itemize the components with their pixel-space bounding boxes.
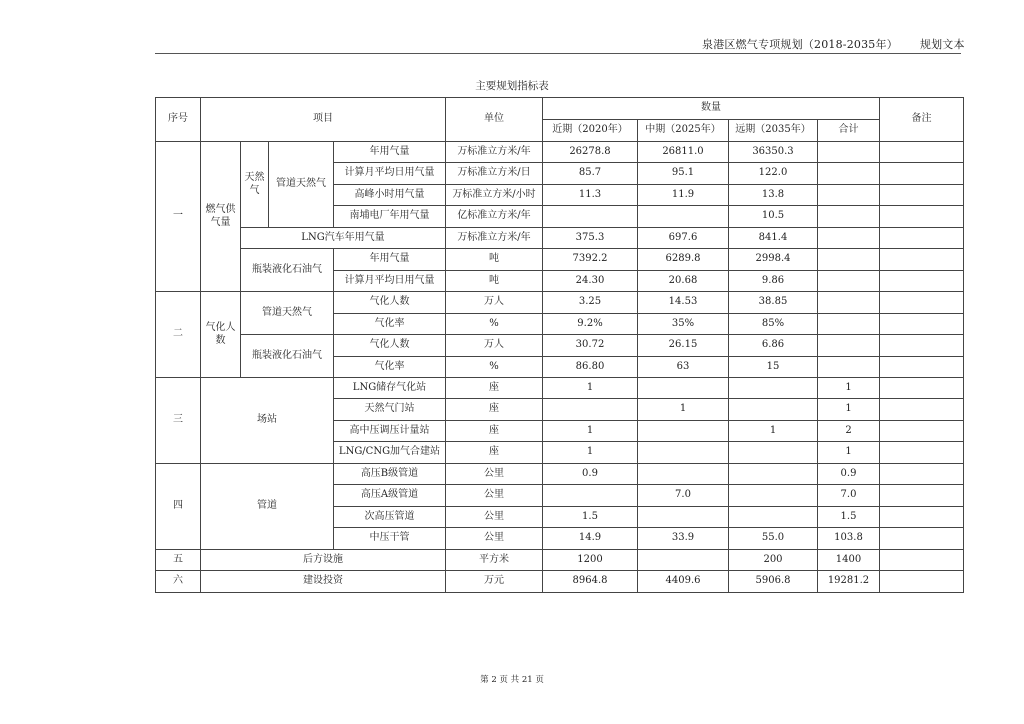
value-cell: 26.15 (638, 335, 729, 357)
value-cell: 63 (638, 357, 729, 378)
unit-cell: 座 (446, 378, 543, 399)
unit-cell: 万标准立方米/年 (446, 142, 543, 163)
total-cell (818, 292, 880, 314)
total-cell (818, 185, 880, 206)
value-cell: 1.5 (543, 507, 638, 528)
value-cell (729, 464, 818, 485)
unit-cell: 公里 (446, 528, 543, 550)
unit-cell: 吨 (446, 271, 543, 292)
value-cell: 1200 (543, 550, 638, 571)
total-cell: 2 (818, 421, 880, 442)
head-total: 合计 (818, 120, 880, 142)
value-cell: 2998.4 (729, 249, 818, 271)
unit-cell: 万人 (446, 292, 543, 314)
head-item: 项目 (201, 98, 446, 142)
item-cell: 气化人数 (334, 335, 446, 357)
note-cell (880, 357, 964, 378)
total-cell: 1400 (818, 550, 880, 571)
group-name: 管道 (201, 464, 334, 550)
unit-cell: 公里 (446, 485, 543, 507)
note-cell (880, 249, 964, 271)
value-cell: 4409.6 (638, 571, 729, 593)
value-cell: 1 (543, 421, 638, 442)
value-cell (729, 507, 818, 528)
note-cell (880, 292, 964, 314)
item-cell: 年用气量 (334, 249, 446, 271)
note-cell (880, 485, 964, 507)
total-cell (818, 314, 880, 335)
note-cell (880, 206, 964, 228)
total-cell (818, 335, 880, 357)
value-cell: 20.68 (638, 271, 729, 292)
total-cell (818, 357, 880, 378)
unit-cell: 万标准立方米/小时 (446, 185, 543, 206)
item-cell: 计算月平均日用气量 (334, 271, 446, 292)
note-cell (880, 185, 964, 206)
group-seq: 四 (156, 464, 201, 550)
value-cell (543, 399, 638, 421)
item-cell: 气化率 (334, 314, 446, 335)
note-cell (880, 335, 964, 357)
value-cell: 85.7 (543, 163, 638, 185)
value-cell: 9.86 (729, 271, 818, 292)
item-cell: 高压A级管道 (334, 485, 446, 507)
value-cell: 38.85 (729, 292, 818, 314)
total-cell: 7.0 (818, 485, 880, 507)
value-cell: 7392.2 (543, 249, 638, 271)
note-cell (880, 550, 964, 571)
unit-cell: % (446, 314, 543, 335)
unit-cell: 亿标准立方米/年 (446, 206, 543, 228)
value-cell (638, 507, 729, 528)
item-cell: 次高压管道 (334, 507, 446, 528)
value-cell: 55.0 (729, 528, 818, 550)
value-cell: 35% (638, 314, 729, 335)
item-cell: LNG/CNG加气合建站 (334, 442, 446, 464)
head-qty: 数量 (543, 98, 880, 120)
header-rule (155, 53, 961, 54)
value-cell: 8964.8 (543, 571, 638, 593)
table-row (156, 464, 964, 485)
value-cell: 0.9 (543, 464, 638, 485)
total-cell (818, 249, 880, 271)
value-cell: 30.72 (543, 335, 638, 357)
page-header (702, 36, 965, 52)
unit-cell: 座 (446, 442, 543, 464)
table-row (156, 249, 964, 271)
value-cell: 14.53 (638, 292, 729, 314)
head-note: 备注 (880, 98, 964, 142)
table-row (156, 292, 964, 314)
total-cell: 103.8 (818, 528, 880, 550)
unit-cell: 座 (446, 399, 543, 421)
value-cell: 36350.3 (729, 142, 818, 163)
value-cell (638, 464, 729, 485)
page-footer: 第 2 页 共 21 页 (480, 675, 544, 685)
table-row (156, 550, 964, 571)
value-cell: 1 (543, 442, 638, 464)
value-cell: 1 (729, 421, 818, 442)
note-cell (880, 142, 964, 163)
value-cell: 5906.8 (729, 571, 818, 593)
table-row (156, 142, 964, 163)
item-cell: 建设投资 (201, 571, 446, 593)
unit-cell: 公里 (446, 464, 543, 485)
value-cell: 33.9 (638, 528, 729, 550)
item-cell: 中压干管 (334, 528, 446, 550)
head-near: 近期（2020年） (543, 120, 638, 142)
subgroup-name: 瓶装液化石油气 (241, 249, 334, 292)
unit-cell: 万标准立方米/年 (446, 228, 543, 249)
group-seq: 二 (156, 292, 201, 378)
value-cell: 24.30 (543, 271, 638, 292)
value-cell: 7.0 (638, 485, 729, 507)
unit-cell: 万标准立方米/日 (446, 163, 543, 185)
item-cell: 气化率 (334, 357, 446, 378)
item-cell: 高中压调压计量站 (334, 421, 446, 442)
total-cell: 19281.2 (818, 571, 880, 593)
value-cell: 85% (729, 314, 818, 335)
value-cell: 841.4 (729, 228, 818, 249)
subgroup-name: 管道天然气 (241, 292, 334, 335)
value-cell (543, 485, 638, 507)
header-doc-type: 规划文本 (919, 38, 965, 51)
value-cell: 6.86 (729, 335, 818, 357)
value-cell: 11.3 (543, 185, 638, 206)
header-title: 泉港区燃气专项规划（2018-2035年） (702, 38, 898, 51)
unit-cell: 公里 (446, 507, 543, 528)
indicator-table (155, 97, 964, 593)
value-cell: 697.6 (638, 228, 729, 249)
unit-cell: 平方米 (446, 550, 543, 571)
note-cell (880, 507, 964, 528)
value-cell: 1 (638, 399, 729, 421)
unit-cell: 万元 (446, 571, 543, 593)
item-cell: 年用气量 (334, 142, 446, 163)
value-cell: 122.0 (729, 163, 818, 185)
unit-cell: % (446, 357, 543, 378)
total-cell: 1 (818, 442, 880, 464)
head-seq: 序号 (156, 98, 201, 142)
item-cell: 高压B级管道 (334, 464, 446, 485)
value-cell (729, 485, 818, 507)
table-row (156, 571, 964, 593)
value-cell (729, 399, 818, 421)
value-cell: 3.25 (543, 292, 638, 314)
item-cell: 南埔电厂年用气量 (334, 206, 446, 228)
value-cell (638, 421, 729, 442)
value-cell: 1 (543, 378, 638, 399)
total-cell (818, 228, 880, 249)
value-cell: 9.2% (543, 314, 638, 335)
subgroup-name: 管道天然气 (269, 142, 334, 228)
value-cell (729, 378, 818, 399)
note-cell (880, 271, 964, 292)
value-cell (638, 442, 729, 464)
note-cell (880, 378, 964, 399)
value-cell (638, 550, 729, 571)
total-cell (818, 142, 880, 163)
note-cell (880, 442, 964, 464)
value-cell: 26278.8 (543, 142, 638, 163)
unit-cell: 吨 (446, 249, 543, 271)
total-cell: 1.5 (818, 507, 880, 528)
note-cell (880, 571, 964, 593)
value-cell (638, 378, 729, 399)
item-cell: LNG汽车年用气量 (241, 228, 446, 249)
value-cell: 13.8 (729, 185, 818, 206)
table-row (156, 228, 964, 249)
item-cell: 天然气门站 (334, 399, 446, 421)
total-cell: 0.9 (818, 464, 880, 485)
item-cell: 气化人数 (334, 292, 446, 314)
item-cell: LNG储存气化站 (334, 378, 446, 399)
value-cell (638, 206, 729, 228)
total-cell: 1 (818, 399, 880, 421)
value-cell: 95.1 (638, 163, 729, 185)
group-name: 场站 (201, 378, 334, 464)
note-cell (880, 228, 964, 249)
value-cell: 86.80 (543, 357, 638, 378)
item-cell: 后方设施 (201, 550, 446, 571)
table-row (156, 378, 964, 399)
note-cell (880, 163, 964, 185)
value-cell: 200 (729, 550, 818, 571)
subgroup-name: 瓶装液化石油气 (241, 335, 334, 378)
group-seq: 六 (156, 571, 201, 593)
value-cell: 26811.0 (638, 142, 729, 163)
total-cell (818, 206, 880, 228)
value-cell: 6289.8 (638, 249, 729, 271)
value-cell: 14.9 (543, 528, 638, 550)
subgroup-name: 天然气 (241, 142, 269, 228)
note-cell (880, 314, 964, 335)
head-mid: 中期（2025年） (638, 120, 729, 142)
total-cell: 1 (818, 378, 880, 399)
head-unit: 单位 (446, 98, 543, 142)
header-row (156, 98, 964, 120)
unit-cell: 座 (446, 421, 543, 442)
table-row (156, 335, 964, 357)
value-cell: 15 (729, 357, 818, 378)
unit-cell: 万人 (446, 335, 543, 357)
value-cell (729, 442, 818, 464)
value-cell: 10.5 (729, 206, 818, 228)
value-cell: 11.9 (638, 185, 729, 206)
item-cell: 高峰小时用气量 (334, 185, 446, 206)
note-cell (880, 399, 964, 421)
note-cell (880, 421, 964, 442)
group-name: 气化人数 (201, 292, 241, 378)
head-far: 远期（2035年） (729, 120, 818, 142)
group-seq: 五 (156, 550, 201, 571)
value-cell (543, 206, 638, 228)
table-title: 主要规划指标表 (475, 80, 549, 92)
value-cell: 375.3 (543, 228, 638, 249)
total-cell (818, 271, 880, 292)
item-cell: 计算月平均日用气量 (334, 163, 446, 185)
note-cell (880, 464, 964, 485)
group-name: 燃气供气量 (201, 142, 241, 292)
total-cell (818, 163, 880, 185)
group-seq: 三 (156, 378, 201, 464)
group-seq: 一 (156, 142, 201, 292)
note-cell (880, 528, 964, 550)
